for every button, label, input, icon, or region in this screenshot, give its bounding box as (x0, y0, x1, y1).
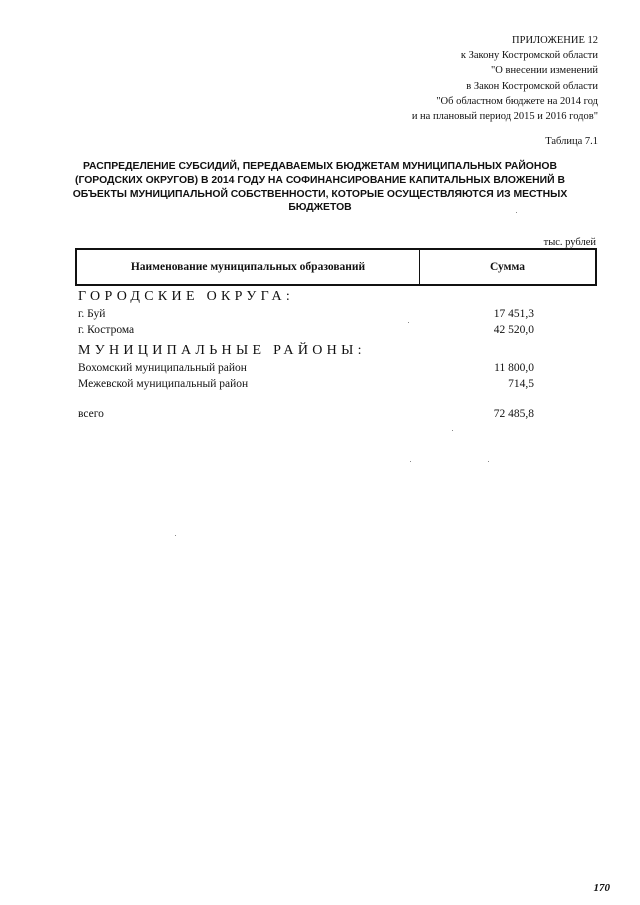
total-row (78, 408, 534, 424)
scan-speck (408, 322, 409, 323)
scan-speck (175, 535, 176, 536)
row-name: г. Буй (78, 308, 106, 320)
scan-speck (516, 212, 517, 213)
total-amount: 72 485,8 (493, 408, 534, 420)
scan-speck (452, 430, 453, 431)
page-number: 170 (593, 882, 610, 894)
total-label: всего (78, 408, 104, 420)
table-row (78, 378, 534, 394)
table-row (78, 324, 534, 340)
column-header-sum: Сумма (490, 261, 525, 273)
units-label: тыс. рублей (543, 237, 596, 248)
appendix-line: "Об областном бюджете на 2014 год (436, 95, 598, 107)
table-number: Таблица 7.1 (545, 136, 598, 147)
section-heading-municipal-districts: МУНИЦИПАЛЬНЫЕ РАЙОНЫ: (78, 343, 366, 358)
column-header-name: Наименование муниципальных образований (77, 250, 420, 284)
table-row (78, 362, 534, 378)
table-row (78, 308, 534, 324)
row-name: Вохомский муниципальный район (78, 362, 247, 374)
row-amount: 42 520,0 (493, 324, 534, 336)
appendix-line: "О внесении изменений (491, 65, 598, 77)
appendix-line: к Закону Костромской области (460, 50, 598, 62)
appendix-line: и на плановый период 2015 и 2016 годов" (411, 111, 598, 123)
row-amount: 714,5 (508, 378, 534, 390)
appendix-line: в Закон Костромской области (466, 80, 598, 92)
scan-speck (410, 461, 411, 462)
section-heading-city-districts: ГОРОДСКИЕ ОКРУГА: (78, 289, 295, 304)
document-title: РАСПРЕДЕЛЕНИЕ СУБСИДИЙ, ПЕРЕДАВАЕМЫХ БЮДЖЕТАМ МУНИЦИПАЛЬНЫХ РАЙОНОВ (ГОРОДСКИХ ОКРУГОВ) В 2014 ГОДУ НА СОФИНАНСИРОВАНИЕ КАПИТАЛЬНЫХ ВЛОЖЕНИЙ В ОБЪЕКТЫ МУНИЦИПАЛЬНОЙ СОБСТВЕННОСТИ, КОТОРЫЕ ОСУЩЕСТВЛЯЮТСЯ ИЗ МЕСТНЫХ БЮДЖЕТОВ (72, 161, 568, 214)
table-header (75, 248, 597, 286)
appendix-line: ПРИЛОЖЕНИЕ 12 (512, 35, 598, 46)
row-amount: 17 451,3 (493, 308, 534, 320)
appendix-header (338, 33, 598, 124)
scan-speck (488, 461, 489, 462)
row-name: Межевской муниципальный район (78, 378, 249, 390)
row-amount: 11 800,0 (494, 362, 534, 374)
row-name: г. Кострома (78, 324, 135, 336)
